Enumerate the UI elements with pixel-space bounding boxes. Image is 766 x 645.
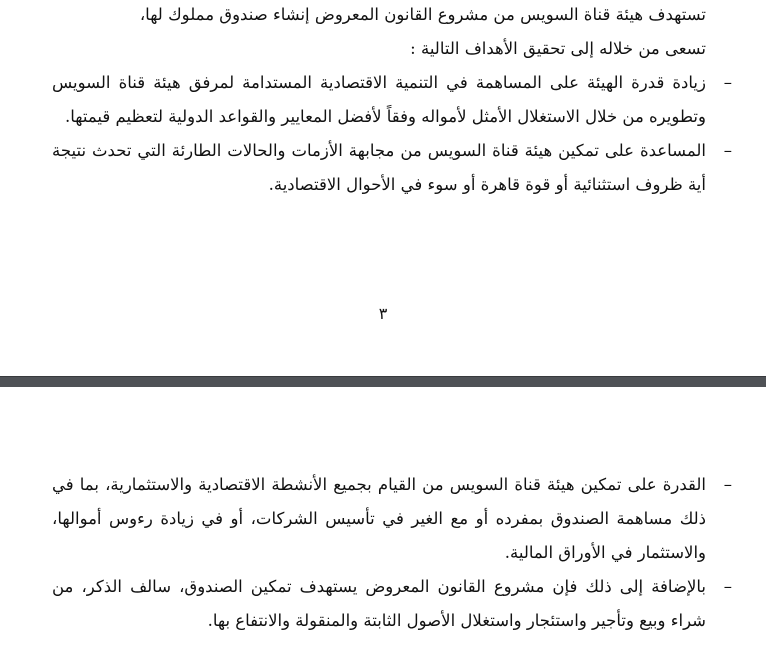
- dash-bullet-icon: –: [723, 141, 732, 160]
- page-3-body: [52, 0, 732, 202]
- page-separator: [0, 376, 766, 387]
- intro-line-2: تسعى من خلاله إلى تحقيق الأهداف التالية :: [410, 39, 706, 58]
- intro-line-1: تستهدف هيئة قناة السويس من مشروع القانون المعروض إنشاء صندوق مملوك لها،: [139, 5, 706, 24]
- list-item: [52, 468, 732, 570]
- list-item: [52, 570, 732, 638]
- list-item-text: بالإضافة إلى ذلك فإن مشروع القانون المعروض يستهدف تمكين الصندوق، سالف الذكر، من شراء وبيع وتأجير واستئجار واستغلال الأصول الثابتة والمنقولة والانتفاع بها.: [52, 577, 706, 630]
- list-item: [52, 134, 732, 202]
- dash-bullet-icon: –: [723, 73, 732, 92]
- list-item-text: المساعدة على تمكين هيئة قناة السويس من مجابهة الأزمات والحالات الطارئة التي تحدث نتيجة أية ظروف استثنائية أو قوة قاهرة أو سوء في الأحوال الاقتصادية.: [52, 141, 706, 194]
- dash-bullet-icon: –: [723, 475, 732, 494]
- list-item-text: القدرة على تمكين هيئة قناة السويس من القيام بجميع الأنشطة الاقتصادية والاستثمارية، بما في ذلك مساهمة الصندوق بمفرده أو مع الغير في تأسيس الشركات، أو في زيادة رءوس أموالها، والاستثمار في الأوراق المالية.: [52, 475, 706, 562]
- dash-bullet-icon: –: [723, 577, 732, 596]
- document-page-4: [0, 387, 766, 645]
- page-4-body: [52, 468, 732, 638]
- list-item: [52, 66, 732, 134]
- page-number: ٣: [378, 304, 388, 323]
- list-item-text: زيادة قدرة الهيئة على المساهمة في التنمية الاقتصادية المستدامة لمرفق هيئة قناة السويس وتطويره من خلال الاستغلال الأمثل لأمواله وفقاً لأفضل المعايير والقواعد الدولية لتعظيم قيمتها.: [52, 73, 706, 126]
